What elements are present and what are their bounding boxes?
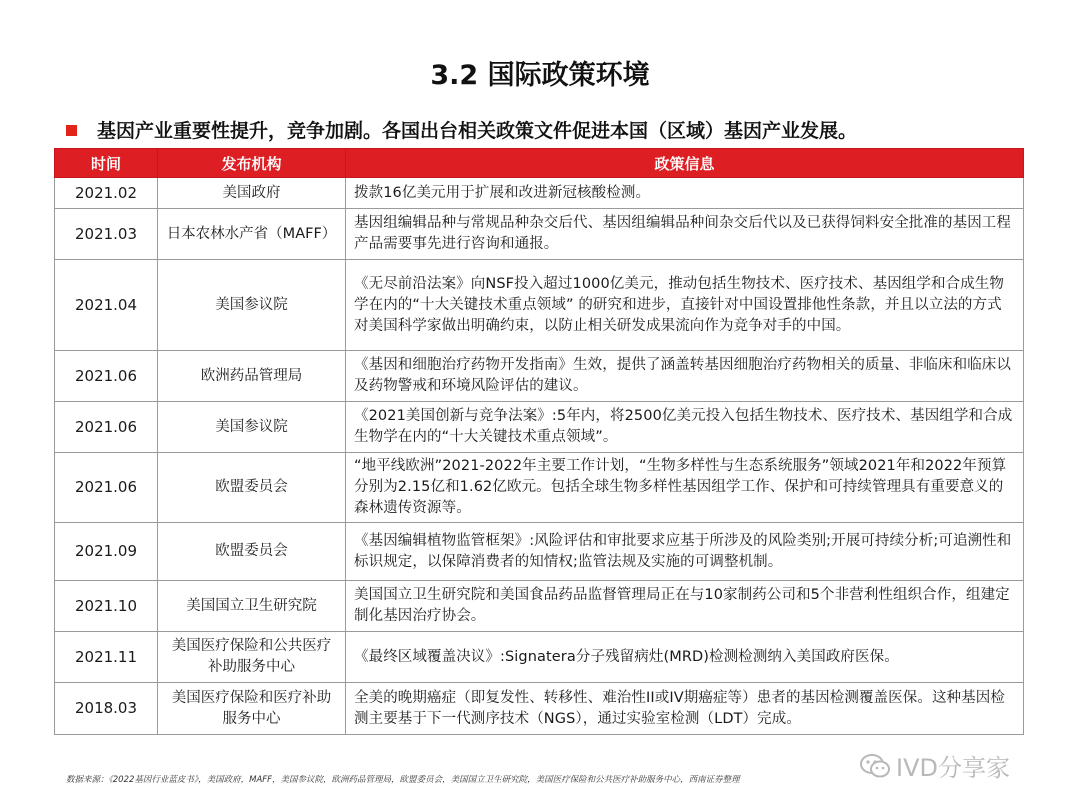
cell-org: 美国医疗保险和医疗补助服务中心 <box>158 683 346 735</box>
cell-time: 2021.10 <box>55 581 158 632</box>
cell-time: 2021.02 <box>55 178 158 209</box>
cell-time: 2021.03 <box>55 209 158 260</box>
cell-org: 欧盟委员会 <box>158 453 346 523</box>
cell-info: 全美的晚期癌症（即复发性、转移性、难治性II或IV期癌症等）患者的基因检测覆盖医保。这种基因检测主要基于下一代测序技术（NGS），通过实验室检测（LDT）完成。 <box>346 683 1024 735</box>
watermark <box>860 748 1010 785</box>
header-info: 政策信息 <box>346 149 1024 178</box>
cell-org: 美国国立卫生研究院 <box>158 581 346 632</box>
cell-info: “地平线欧洲”2021-2022年主要工作计划，“生物多样性与生态系统服务”领域2021年和2022年预算分别为2.15亿和1.62亿欧元。包括全球生物多样性基因组学工作、保护和可持续管理具有重要意义的森林遗传资源等。 <box>346 453 1024 523</box>
table-row <box>55 523 1024 581</box>
watermark-text: IVD分享家 <box>896 754 1010 782</box>
cell-info: 《无尽前沿法案》向NSF投入超过1000亿美元，推动包括生物技术、医疗技术、基因组学和合成生物学在内的“十大关键技术重点领域” 的研究和进步，直接针对中国设置排他性条款，并且以立法的方式对美国科学家做出明确约束，以防止相关研发成果流向作为竞争对手的中国。 <box>346 260 1024 351</box>
cell-time: 2021.06 <box>55 402 158 453</box>
cell-time: 2021.06 <box>55 351 158 402</box>
cell-time: 2021.11 <box>55 632 158 683</box>
cell-info: 《基因和细胞治疗药物开发指南》生效，提供了涵盖转基因细胞治疗药物相关的质量、非临床和临床以及药物警戒和环境风险评估的建议。 <box>346 351 1024 402</box>
table-row <box>55 581 1024 632</box>
cell-org: 欧盟委员会 <box>158 523 346 581</box>
cell-org: 美国参议院 <box>158 402 346 453</box>
cell-org: 美国政府 <box>158 178 346 209</box>
header-time: 时间 <box>55 149 158 178</box>
table-row <box>55 209 1024 260</box>
table-row <box>55 632 1024 683</box>
cell-info: 拨款16亿美元用于扩展和改进新冠核酸检测。 <box>346 178 1024 209</box>
cell-org: 美国医疗保险和公共医疗补助服务中心 <box>158 632 346 683</box>
table-row <box>55 260 1024 351</box>
table-row <box>55 178 1024 209</box>
table-row <box>55 351 1024 402</box>
cell-org: 美国参议院 <box>158 260 346 351</box>
cell-org: 日本农林水产省（MAFF） <box>158 209 346 260</box>
subtitle: 基因产业重要性提升，竞争加剧。各国出台相关政策文件促进本国（区域）基因产业发展。 <box>97 120 858 142</box>
red-square-bullet-icon <box>66 125 77 136</box>
cell-time: 2021.09 <box>55 523 158 581</box>
page-title: 3.2 国际政策环境 <box>430 60 650 91</box>
cell-info: 《基因编辑植物监管框架》:风险评估和审批要求应基于所涉及的风险类别;开展可持续分析;可追溯性和标识规定，以保障消费者的知情权;监管法规及实施的可调整机制。 <box>346 523 1024 581</box>
table-row <box>55 683 1024 735</box>
cell-info: 《最终区域覆盖决议》:Signatera分子残留病灶(MRD)检测检测纳入美国政府医保。 <box>346 632 1024 683</box>
cell-info: 基因组编辑品种与常规品种杂交后代、基因组编辑品种间杂交后代以及已获得饲料安全批准的基因工程产品需要事先进行咨询和通报。 <box>346 209 1024 260</box>
data-source-footer: 数据来源：《2022基因行业蓝皮书》，美国政府，MAFF，美国参议院，欧洲药品管理局，欧盟委员会，美国国立卫生研究院，美国医疗保险和公共医疗补助服务中心，西南证券整理 <box>66 775 740 785</box>
policy-table <box>54 148 1024 735</box>
table-header-row <box>55 149 1024 178</box>
table-row <box>55 453 1024 523</box>
wechat-icon <box>860 753 890 785</box>
cell-time: 2018.03 <box>55 683 158 735</box>
cell-info: 美国国立卫生研究院和美国食品药品监督管理局正在与10家制药公司和5个非营利性组织合作，组建定制化基因治疗协会。 <box>346 581 1024 632</box>
header-org: 发布机构 <box>158 149 346 178</box>
cell-time: 2021.04 <box>55 260 158 351</box>
cell-org: 欧洲药品管理局 <box>158 351 346 402</box>
cell-info: 《2021美国创新与竞争法案》:5年内，将2500亿美元投入包括生物技术、医疗技术、基因组学和合成生物学在内的“十大关键技术重点领域”。 <box>346 402 1024 453</box>
cell-time: 2021.06 <box>55 453 158 523</box>
table-row <box>55 402 1024 453</box>
